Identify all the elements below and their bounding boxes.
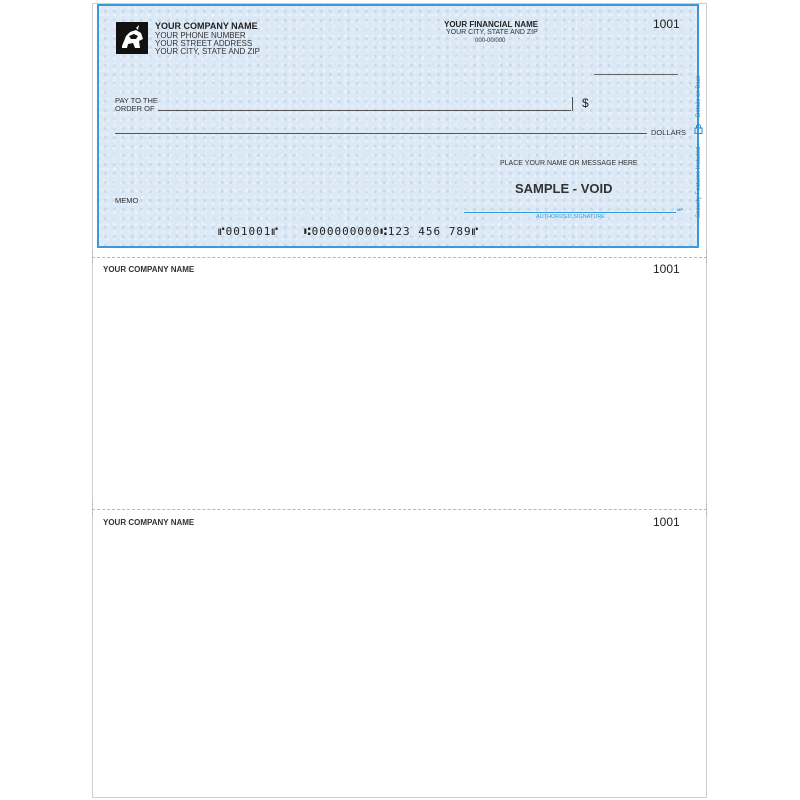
dollar-sign: $ [582,96,589,110]
payee-line-end [572,97,573,111]
perforation-tick [706,251,707,263]
signature-line [464,212,676,213]
stub-check-number: 1001 [653,515,680,529]
check-number: 1001 [653,17,680,31]
perforation-tick [92,251,93,263]
void-watermark: SAMPLE - VOID [515,181,613,196]
routing-fraction: 000-00/000 [475,38,506,44]
dollars-label: DOLLARS [651,128,687,137]
details-on-back-text: Details on Back [696,75,702,117]
perforation-line [92,509,707,510]
stub-company-name: YOUR COMPANY NAME [103,265,195,274]
company-city: YOUR CITY, STATE AND ZIP [155,47,260,56]
company-name: YOUR COMPANY NAME [155,21,258,31]
perforation-line [92,257,707,258]
company-street: YOUR STREET ADDRESS [155,39,253,48]
stub-company-name: YOUR COMPANY NAME [103,518,195,527]
signature-label: AUTHORIZED SIGNATURE [536,214,605,220]
memo-label: MEMO [115,196,139,205]
company-logo-icon [116,22,148,54]
micr-routing-account: ⑆000000000⑆123 456 789⑈ [304,225,480,238]
order-of-label: ORDER OF [115,104,155,113]
mp-mark: MP [677,207,683,212]
amount-words-line [115,133,647,134]
perforation-tick [706,503,707,515]
payee-line [158,110,571,111]
perforation-tick [92,503,93,515]
micr-check-number: ⑈001001⑈ [218,225,279,238]
bank-name: YOUR FINANCIAL NAME [444,20,539,29]
security-features-text: Security Features Included [696,146,702,218]
padlock-icon [694,121,703,131]
pay-to-label: PAY TO THE [115,96,158,105]
message-text: PLACE YOUR NAME OR MESSAGE HERE [500,160,638,167]
bank-city: YOUR CITY, STATE AND ZIP [446,29,538,36]
stub-check-number: 1001 [653,262,680,276]
company-phone: YOUR PHONE NUMBER [155,31,246,40]
date-line [594,74,678,75]
